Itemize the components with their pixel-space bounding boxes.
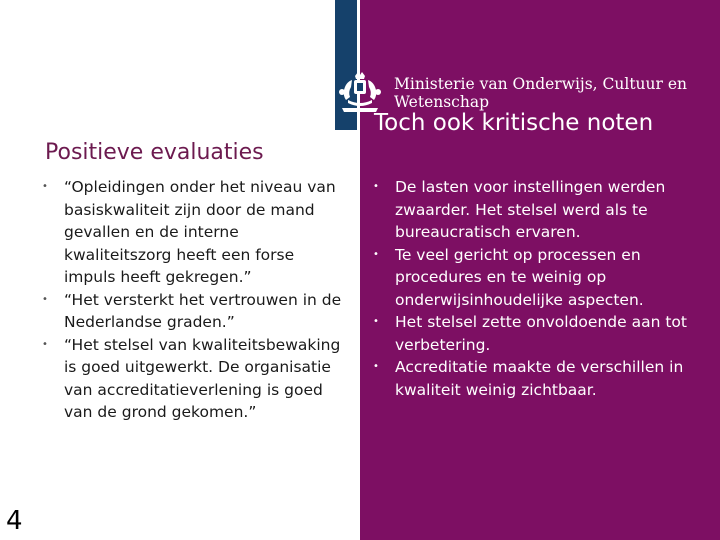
- list-item-text: Te veel gericht op processen en procedures en te weinig op onderwijsinhoudelijke aspecten.: [395, 245, 644, 309]
- right-column-title: Toch ook kritische noten: [374, 110, 654, 136]
- list-item-text: “Het versterkt het vertrouwen in de Nederlandse graden.”: [64, 290, 342, 331]
- bullet-icon: •: [42, 181, 48, 192]
- positive-evaluations-list: [42, 176, 347, 424]
- list-item-text: “Opleidingen onder het niveau van basiskwaliteit zijn door de mand gevallen en de interne kwaliteitszorg heeft een forse impuls heeft gekregen.”: [64, 178, 336, 286]
- bullet-icon: •: [373, 316, 379, 327]
- list-item-text: Accreditatie maakte de verschillen in kwaliteit weinig zichtbaar.: [395, 358, 684, 399]
- list-item-text: De lasten voor instellingen werden zwaarder. Het stelsel werd als te bureaucratisch ervaren.: [395, 178, 666, 241]
- bullet-icon: •: [42, 338, 48, 350]
- list-item: [373, 311, 693, 356]
- list-item: [373, 244, 693, 312]
- bullet-icon: •: [373, 361, 379, 372]
- list-item: [42, 176, 347, 289]
- ministry-name: [394, 75, 714, 111]
- left-column-title: Positieve evaluaties: [45, 140, 264, 165]
- list-item: [373, 356, 693, 401]
- page-number: 4: [6, 506, 23, 536]
- list-item: [42, 334, 347, 424]
- bullet-icon: •: [373, 181, 379, 192]
- ministry-line-2: Wetenschap: [394, 93, 490, 111]
- ministry-line-1: Ministerie van Onderwijs, Cultuur en: [394, 75, 688, 93]
- critical-notes-list: [373, 176, 693, 401]
- list-item-text: “Het stelsel van kwaliteitsbewaking is goed uitgewerkt. De organisatie van accreditatieverlening is goed van de grond gekomen.”: [64, 335, 341, 421]
- list-item-text: Het stelsel zette onvoldoende aan tot verbetering.: [395, 313, 687, 354]
- bullet-icon: •: [42, 293, 48, 305]
- list-item: [42, 289, 347, 334]
- list-item: [373, 176, 693, 244]
- bullet-icon: •: [373, 248, 379, 260]
